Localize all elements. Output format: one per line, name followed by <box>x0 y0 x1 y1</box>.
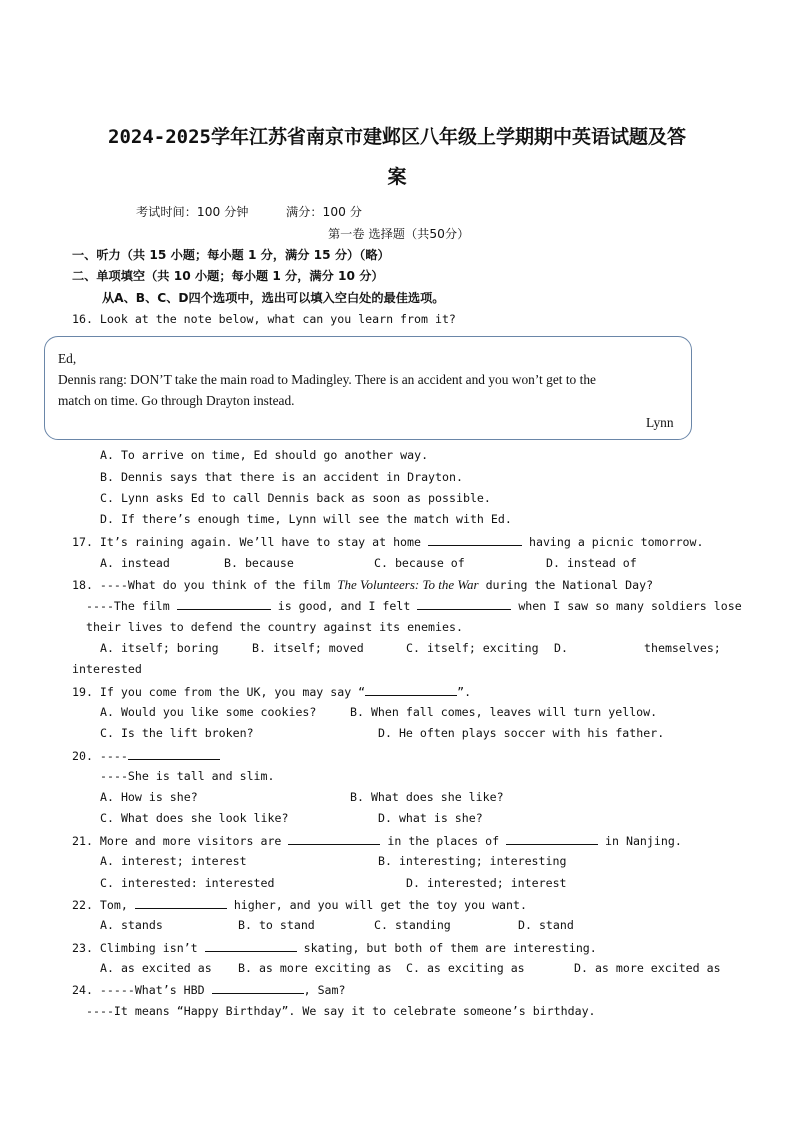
q18-option-d-wrap: interested <box>72 662 142 676</box>
exam-time: 考试时间：100 分钟 <box>136 205 249 219</box>
q22-option-d: D. stand <box>518 918 574 932</box>
q18-stem-end: during the National Day? <box>485 578 654 592</box>
q21-stem <box>72 833 682 848</box>
q18-line2-end: when I saw so many soldiers lose <box>518 599 742 613</box>
note-signature: Lynn <box>646 415 674 430</box>
q17-stem <box>72 534 704 549</box>
q18-option-d: D. <box>554 641 568 655</box>
q19-option-c: C. Is the lift broken? <box>100 726 254 740</box>
q16-stem: 16. Look at the note below, what can you learn from it? <box>72 312 456 326</box>
q21-stem-end: in Nanjing. <box>605 834 682 848</box>
q23-option-b: B. as more exciting as <box>238 961 392 975</box>
q23-stem <box>72 940 597 955</box>
section-single-choice: 二、单项填空（共 10 小题；每小题 1 分，满分 10 分） <box>72 269 384 283</box>
q18-blank1 <box>177 598 271 610</box>
q24-blank <box>212 982 304 994</box>
q20-option-d: D. what is she? <box>378 811 483 825</box>
q16-option-b: B. Dennis says that there is an accident in Drayton. <box>100 470 463 484</box>
q23-option-d: D. as more excited as <box>574 961 721 975</box>
q19-stem-start: 19. If you come from the UK, you may say “ <box>72 685 366 699</box>
q21-option-b: B. interesting; interesting <box>378 854 567 868</box>
q16-option-c: C. Lynn asks Ed to call Dennis back as soon as possible. <box>100 491 491 505</box>
q18-line3: their lives to defend the country against its enemies. <box>86 620 463 634</box>
q18-stem-start: 18. ----What do you think of the film <box>72 578 331 592</box>
q21-option-d: D. interested; interest <box>406 876 567 890</box>
q17-option-d: D. instead of <box>546 556 637 570</box>
q24-line2: ----It means “Happy Birthday”. We say it to celebrate someone’s birthday. <box>86 1004 596 1018</box>
q21-blank1 <box>288 833 380 845</box>
q19-blank <box>365 684 457 696</box>
q22-blank <box>135 897 227 909</box>
q18-film-title: The Volunteers: To the War <box>337 577 479 592</box>
q19-option-d: D. He often plays soccer with his father. <box>378 726 665 740</box>
q20-line2: ----She is tall and slim. <box>100 769 275 783</box>
q22-option-c: C. standing <box>374 918 451 932</box>
q21-stem-start: 21. More and more visitors are <box>72 834 282 848</box>
q17-option-c: C. because of <box>374 556 465 570</box>
q18-line2-mid: is good, and I felt <box>277 599 411 613</box>
full-score: 满分：100 分 <box>286 205 362 219</box>
q19-option-a: A. Would you like some cookies? <box>100 705 317 719</box>
q21-stem-mid: in the places of <box>387 834 500 848</box>
q23-stem-end: skating, but both of them are interesting. <box>303 941 597 955</box>
q18-stem <box>72 577 653 593</box>
note-greeting: Ed, <box>58 351 77 366</box>
q18-blank2 <box>417 598 511 610</box>
q19-stem-end: ”. <box>457 685 472 699</box>
section-instruction: 从A、B、C、D四个选项中，选出可以填入空白处的最佳选项。 <box>102 291 445 305</box>
q18-option-c: C. itself; exciting <box>406 641 539 655</box>
note-body-line2: match on time. Go through Drayton instead. <box>58 393 295 408</box>
note-body-line1: Dennis rang: DON’T take the main road to Madingley. There is an accident and you won’t get to the <box>58 372 596 387</box>
q23-blank <box>205 940 297 952</box>
doc-title-line1: 2024-2025学年江苏省南京市建邺区八年级上学期期中英语试题及答 <box>108 126 686 148</box>
doc-title-line2: 案 <box>387 166 407 188</box>
q16-option-a: A. To arrive on time, Ed should go another way. <box>100 448 429 462</box>
q23-stem-start: 23. Climbing isn’t <box>72 941 198 955</box>
q22-stem-start: 22. Tom, <box>72 898 128 912</box>
q17-option-a: A. instead <box>100 556 170 570</box>
q16-option-d: D. If there’s enough time, Lynn will see the match with Ed. <box>100 512 512 526</box>
q17-option-b: B. because <box>224 556 294 570</box>
q23-option-a: A. as excited as <box>100 961 212 975</box>
q20-stem-start: 20. ---- <box>72 749 128 763</box>
q20-option-a: A. How is she? <box>100 790 198 804</box>
q22-stem-end: higher, and you will get the toy you want. <box>233 898 527 912</box>
note-box <box>44 336 692 440</box>
q17-stem-end: having a picnic tomorrow. <box>528 535 704 549</box>
q18-line2 <box>86 598 742 613</box>
section-listening: 一、听力（共 15 小题；每小题 1 分，满分 15 分）（略） <box>72 248 390 262</box>
q19-option-b: B. When fall comes, leaves will turn yellow. <box>350 705 658 719</box>
q17-blank <box>428 534 522 546</box>
q22-stem <box>72 897 527 912</box>
part-heading: 第一卷 选择题（共50分） <box>328 227 470 241</box>
q24-stem-start: 24. -----What’s HBD <box>72 983 205 997</box>
q24-stem-end: , Sam? <box>303 983 346 997</box>
q20-blank <box>128 748 220 760</box>
q18-option-d-text: themselves; <box>644 641 721 655</box>
q20-option-b: B. What does she like? <box>350 790 504 804</box>
q18-option-b: B. itself; moved <box>252 641 364 655</box>
q18-line2-start: ----The film <box>86 599 170 613</box>
q20-option-c: C. What does she look like? <box>100 811 289 825</box>
q21-option-a: A. interest; interest <box>100 854 247 868</box>
q22-option-b: B. to stand <box>238 918 315 932</box>
q18-option-a: A. itself; boring <box>100 641 219 655</box>
q19-stem <box>72 684 471 699</box>
q20-stem <box>72 748 220 763</box>
q21-option-c: C. interested: interested <box>100 876 275 890</box>
q17-stem-start: 17. It’s raining again. We’ll have to stay at home <box>72 535 422 549</box>
q21-blank2 <box>506 833 598 845</box>
q23-option-c: C. as exciting as <box>406 961 525 975</box>
q22-option-a: A. stands <box>100 918 163 932</box>
q24-stem <box>72 982 346 997</box>
